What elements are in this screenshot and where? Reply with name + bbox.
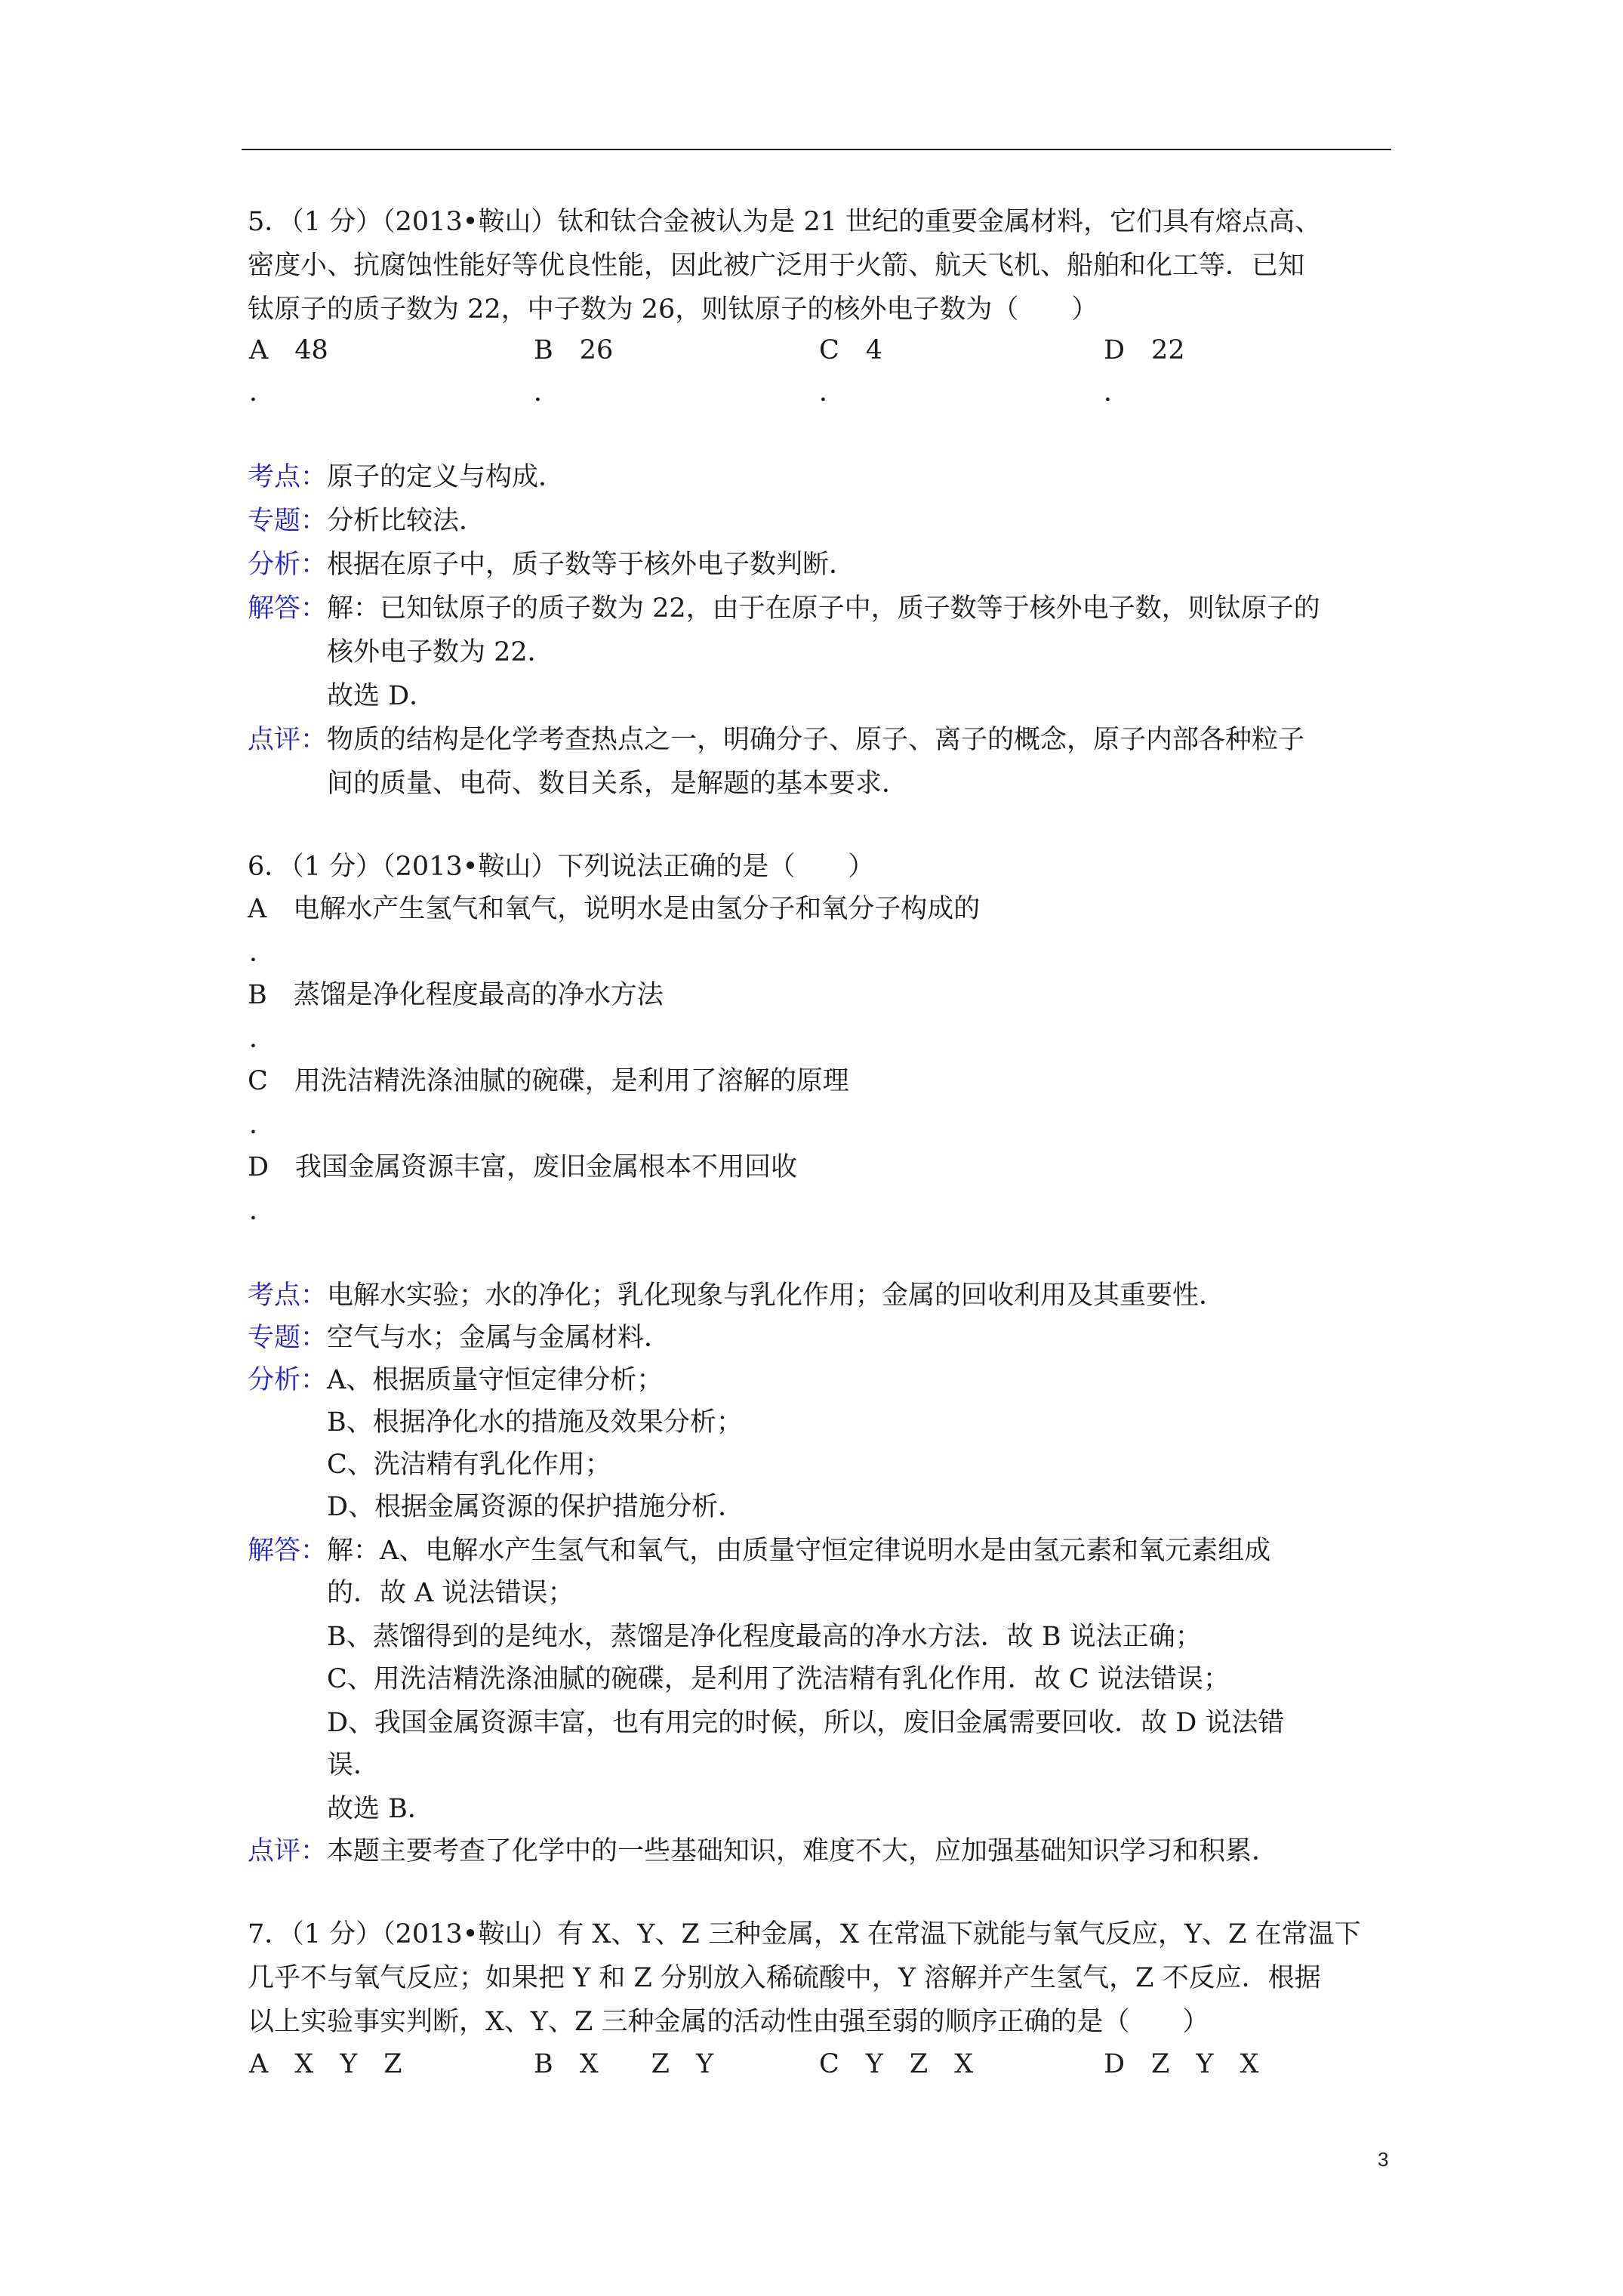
q5-zhuanti [248,504,485,538]
q5-dianping [248,723,1304,757]
q5-dot-b: ． [534,378,561,408]
q7-option-a: A X Y Z [249,2049,402,2079]
q6-jieda [248,1534,1270,1567]
q5-option-d: D 22 [1104,335,1185,365]
q5-dot-c: ． [819,378,846,408]
q7-stem-line-1: 7．（1 分）（2013•鞍山）有 X、Y、Z 三种金属，X 在常温下就能与氧气反应，Y、Z 在常温下 [248,1919,1361,1949]
q6-fenxi [248,1364,663,1397]
q6-zhuanti-label: 专题： [248,1323,328,1353]
q5-option-a: A 48 [249,335,328,365]
q6-fenxi-line-2: B、根据净化水的措施及效果分析； [327,1407,743,1438]
q5-option-c: C 4 [819,335,883,365]
q6-dianping-text: 本题主要考查了化学中的一些基础知识，难度不大，应加强基础知识学习和积累． [327,1836,1279,1866]
q6-kaodian-label: 考点： [248,1281,328,1311]
q6-jieda-text-1: 解：A、电解水产生氢气和氧气，由质量守恒定律说明水是由氢元素和氧元素组成 [327,1536,1271,1566]
header-rule [242,149,1391,150]
q6-stem: 6．（1 分）（2013•鞍山）下列说法正确的是（ ） [248,852,875,882]
q6-dot-c: ． [249,1110,276,1140]
q6-option-c: C 用洗洁精洗涤油腻的碗碟，是利用了溶解的原理 [248,1066,849,1096]
q5-jieda [248,592,1320,625]
q6-zhuanti [248,1321,670,1354]
q7-option-b: B X Z Y [534,2049,714,2079]
q6-fenxi-line-3: C、洗洁精有乳化作用； [327,1450,611,1480]
q5-kaodian [248,461,565,494]
q7-option-d: D Z Y X [1104,2049,1259,2079]
q6-jieda-line-5: D、我国金属资源丰富，也有用完的时候，所以，废旧金属需要回收．故 D 说法错 [327,1708,1285,1738]
q5-fenxi-text: 根据在原子中，质子数等于核外电子数判断． [327,550,856,580]
q5-kaodian-label: 考点： [248,462,328,492]
q5-jieda-line-3: 故选 D． [327,681,436,711]
q6-jieda-line-4: C、用洗洁精洗涤油腻的碗碟，是利用了洗洁精有乳化作用．故 C 说法错误； [327,1664,1230,1694]
q5-jieda-text-1: 解：已知钛原子的质子数为 22，由于在原子中，质子数等于核外电子数，则钛原子的 [327,593,1320,624]
q5-stem-line-3: 钛原子的质子数为 22，中子数为 26，则钛原子的核外电子数为（ ） [248,294,1098,325]
q5-dianping-label: 点评： [248,725,328,755]
q6-fenxi-line-4: D、根据金属资源的保护措施分析． [327,1492,745,1522]
q5-option-b: B 26 [534,335,614,365]
q5-stem-line-2: 密度小、抗腐蚀性能好等优良性能，因此被广泛用于火箭、航天飞机、船舶和化工等．已知 [248,251,1305,281]
q5-dot-d: ． [1104,378,1131,408]
q5-jieda-line-2: 核外电子数为 22． [327,637,554,667]
q5-kaodian-text: 原子的定义与构成． [327,462,565,492]
q6-jieda-line-6: 误． [327,1750,380,1780]
q6-jieda-line-7: 故选 B． [327,1794,434,1824]
q6-fenxi-text-1: A、根据质量守恒定律分析； [327,1365,664,1395]
q5-fenxi-label: 分析： [248,550,328,580]
q5-dot-a: ． [249,378,276,408]
q5-dianping-text-1: 物质的结构是化学考查热点之一，明确分子、原子、离子的概念，原子内部各种粒子 [327,725,1305,755]
q5-zhuanti-text: 分析比较法． [327,506,486,536]
q6-jieda-label: 解答： [248,1536,328,1566]
q6-zhuanti-text: 空气与水；金属与金属材料． [327,1323,671,1353]
q5-jieda-label: 解答： [248,593,328,624]
q6-kaodian-text: 电解水实验；水的净化；乳化现象与乳化作用；金属的回收利用及其重要性． [327,1281,1226,1311]
q6-fenxi-label: 分析： [248,1365,328,1395]
q6-option-d: D 我国金属资源丰富，废旧金属根本不用回收 [248,1152,798,1182]
q6-jieda-line-3: B、蒸馏得到的是纯水，蒸馏是净化程度最高的净水方法．故 B 说法正确； [327,1622,1202,1652]
q6-option-b: B 蒸馏是净化程度最高的净水方法 [248,980,664,1010]
q5-dianping-line-2: 间的质量、电荷、数目关系，是解题的基本要求． [327,769,909,799]
q7-stem-line-3: 以上实验事实判断，X、Y、Z 三种金属的活动性由强至弱的顺序正确的是（ ） [248,2007,1209,2037]
q7-option-c: C Y Z X [819,2049,974,2079]
q6-dianping-label: 点评： [248,1836,328,1866]
q5-stem-line-1: 5．（1 分）（2013•鞍山）钛和钛合金被认为是 21 世纪的重要金属材料，它们具有熔点高、 [248,207,1322,237]
q6-kaodian [248,1279,1225,1312]
q6-dianping [248,1835,1278,1868]
q6-option-a: A 电解水产生氢气和氧气，说明水是由氢分子和氧分子构成的 [248,894,981,924]
q7-stem-line-2: 几乎不与氧气反应；如果把 Y 和 Z 分别放入稀硫酸中，Y 溶解并产生氢气，Z 不反应．根据 [248,1963,1321,1993]
q6-dot-d: ． [249,1196,276,1226]
q6-jieda-line-2: 的．故 A 说法错误； [327,1578,574,1608]
q6-dot-a: ． [249,938,276,968]
page-number: 3 [1378,2148,1389,2171]
q5-zhuanti-label: 专题： [248,506,328,536]
q5-fenxi [248,548,855,581]
q6-dot-b: ． [249,1024,276,1054]
